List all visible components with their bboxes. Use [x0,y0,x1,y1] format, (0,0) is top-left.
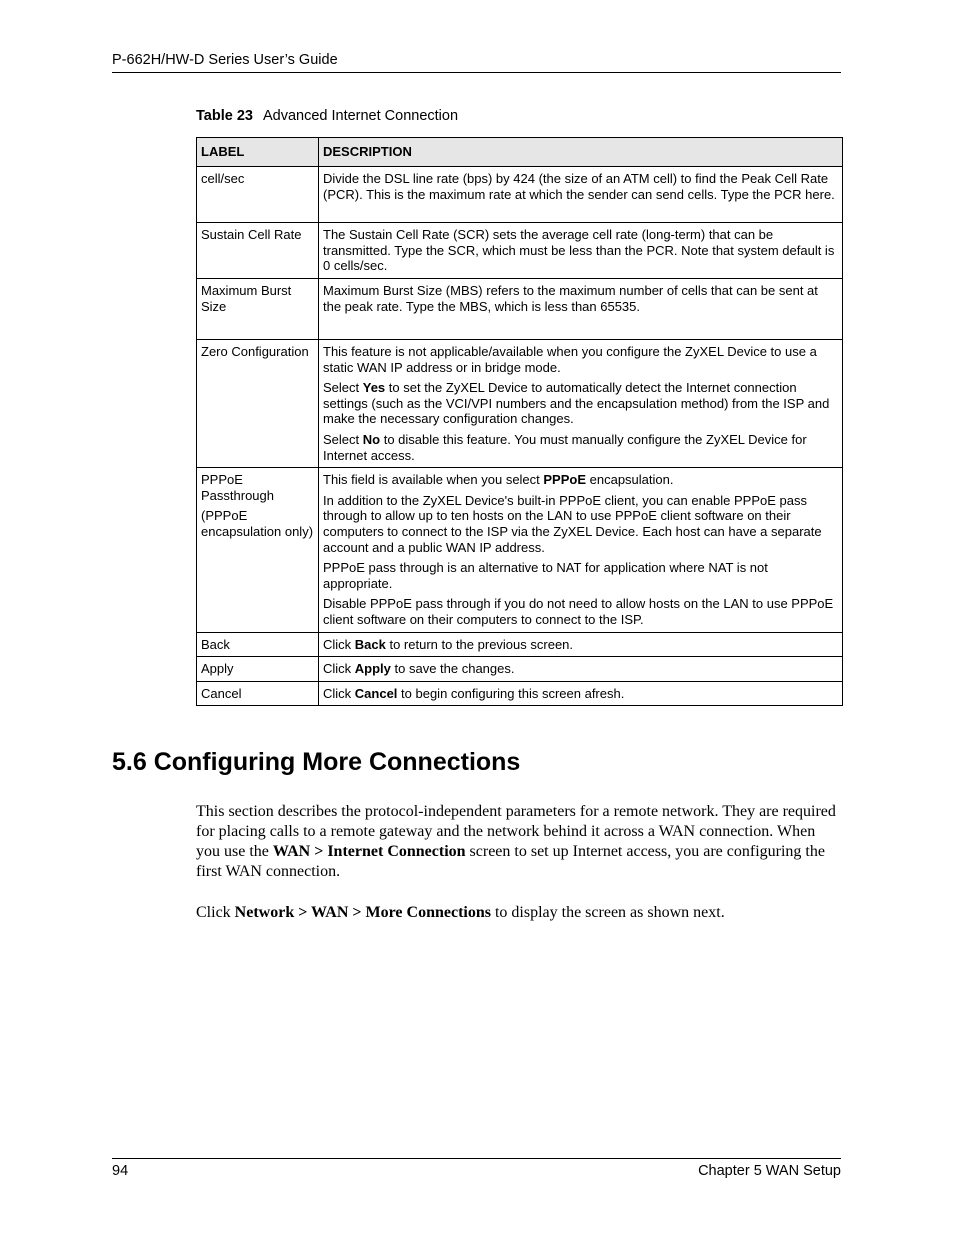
text-run: This field is available when you select [323,472,544,488]
text-run: Select [323,431,363,447]
section-paragraph [196,802,842,882]
description-paragraph: In addition to the ZyXEL Device's built-in PPPoE client, you can enable PPPoE pass through to allow up to ten hosts on the LAN to use PPPoE client software on their computers to connect to the ISP via the ZyXEL Device. Each host can have a separate account and a public WAN IP address. [323,492,822,555]
table-row [197,223,843,279]
description-paragraph [323,472,838,488]
row-label: Cancel [197,681,319,706]
text-run: to disable this feature. You must manually configure the ZyXEL Device for Internet access. [323,431,807,463]
advanced-internet-connection-table [196,137,843,706]
text-run: Click [323,685,355,701]
text-run: to begin configuring this screen afresh. [397,685,625,701]
table-row [197,657,843,682]
table-row [197,279,843,340]
row-description [319,681,843,706]
label-note: (PPPoE encapsulation only) [201,508,314,539]
bold-term: Apply [354,661,391,677]
description-paragraph [323,432,838,463]
row-label: Apply [197,657,319,682]
table-row [197,632,843,657]
row-description [319,468,843,632]
row-description [319,632,843,657]
text-run: Click [323,661,355,677]
row-description: Divide the DSL line rate (bps) by 424 (the size of an ATM cell) to find the Peak Cell Rate (PCR). This is the maximum rate at which the sender can send cells. Type the PCR here. [319,167,843,223]
text-run: encapsulation. [586,472,674,488]
bold-term: PPPoE [543,472,587,488]
page-header [112,52,841,73]
text-run: to save the changes. [390,661,515,677]
text-run: to return to the previous screen. [385,636,574,652]
text-run: Click [196,904,235,921]
table-caption-label: Table 23 [196,108,253,124]
table-row [197,340,843,468]
bold-term: Yes [362,380,386,396]
bold-term: No [362,431,381,447]
label-line: PPPoE Passthrough [201,472,274,503]
row-label [197,468,319,632]
bold-term: Back [354,636,386,652]
page-number: 94 [112,1163,129,1179]
description-paragraph: PPPoE pass through is an alternative to NAT for application where NAT is not appropriate. [323,560,768,591]
text-run: Click [323,636,355,652]
description-paragraph: Disable PPPoE pass through if you do not need to allow hosts on the LAN to use PPPoE client software on their computers to connect to the ISP. [323,596,834,627]
menu-path: WAN > Internet Connection [272,843,466,860]
chapter-title: Chapter 5 WAN Setup [698,1163,841,1179]
column-header-label: LABEL [197,138,319,167]
row-description: The Sustain Cell Rate (SCR) sets the average cell rate (long-term) that can be transmitted. Type the SCR, which must be less than the PCR. Note that system default is 0 cells/sec. [319,223,843,279]
text-run: to display the screen as shown next. [490,904,725,921]
text-run: screen to set up Internet access, you are configuring the first WAN connection. [196,843,825,880]
table-caption [196,108,458,124]
table-header-row [197,138,843,167]
menu-path: Network > WAN > More Connections [234,904,491,921]
column-header-description: DESCRIPTION [319,138,843,167]
table-caption-title: Advanced Internet Connection [262,108,459,124]
row-label: Zero Configuration [197,340,319,468]
table-row [197,681,843,706]
row-label: Maximum Burst Size [197,279,319,340]
section-paragraph [196,903,842,923]
row-description: Maximum Burst Size (MBS) refers to the maximum number of cells that can be sent at the peak rate. Type the MBS, which is less than 65535. [319,279,843,340]
row-description [319,657,843,682]
text-run: This section describes the protocol-independent parameters for a remote network. They are required for placing calls to a remote gateway and the network behind it across a WAN connection. When you use the [196,803,836,860]
guide-title: P-662H/HW-D Series User’s Guide [112,52,338,68]
table-row [197,167,843,223]
description-paragraph [323,380,838,427]
section-heading: 5.6 Configuring More Connections [112,748,521,776]
table-row [197,468,843,632]
bold-term: Cancel [354,685,398,701]
text-run: to set the ZyXEL Device to automatically detect the Internet connection settings (such as the VCI/VPI numbers and the encapsulation method) from the ISP and make the necessary configuration changes. [323,380,830,427]
row-label: Back [197,632,319,657]
row-description [319,340,843,468]
description-paragraph: This feature is not applicable/available when you configure the ZyXEL Device to use a static WAN IP address or in bridge mode. [323,344,817,375]
text-run: Select [323,380,363,396]
row-label: cell/sec [197,167,319,223]
row-label: Sustain Cell Rate [197,223,319,279]
page-footer [112,1158,841,1179]
